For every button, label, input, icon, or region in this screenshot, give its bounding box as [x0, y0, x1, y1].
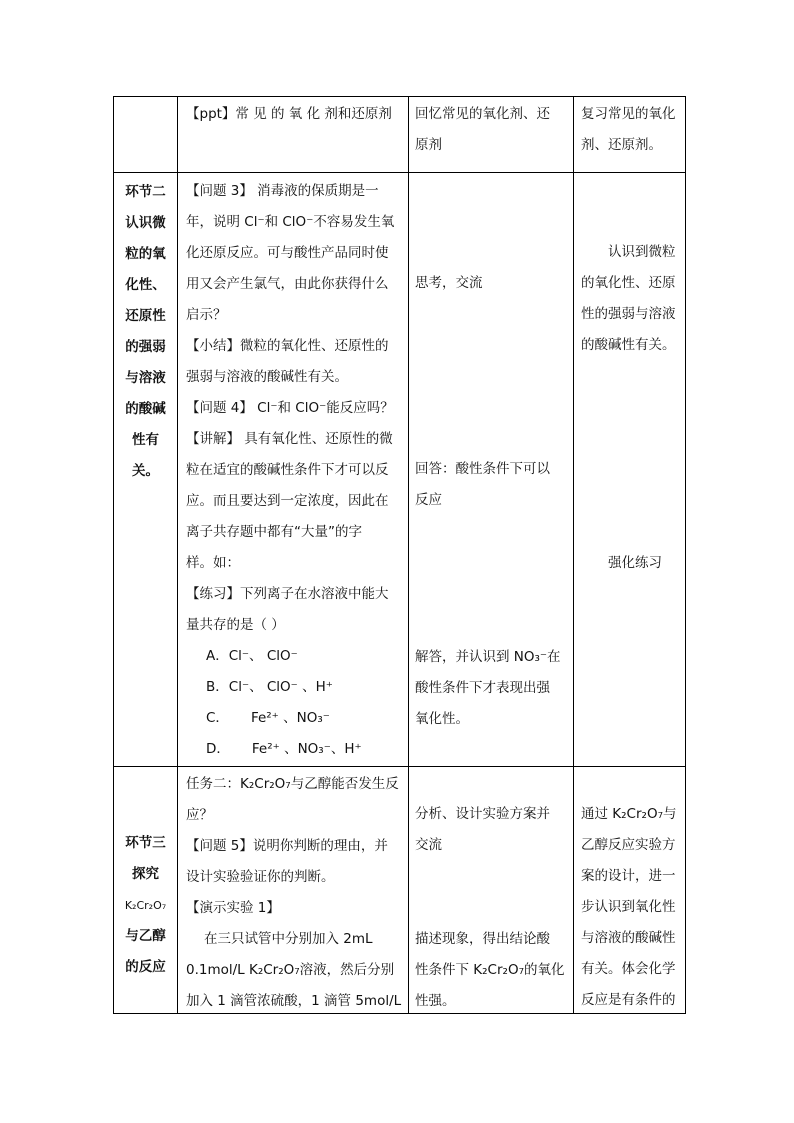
text-line: 化性、 [125, 277, 166, 293]
text-line: 化还原反应。可与酸性产品同时使 [186, 245, 389, 261]
text-line: 与溶液 [125, 370, 166, 386]
row-divider [114, 172, 685, 173]
row3-teacher-activity [186, 769, 401, 1017]
option-label: D． [206, 741, 230, 757]
row1-teacher-activity [186, 99, 392, 130]
text-line: 强化练习 [608, 555, 662, 571]
text-line: 回答：酸性条件下可以 [415, 461, 550, 477]
text-line: 通过 K₂Cr₂O₇与 [581, 806, 677, 822]
text-line: 还原性 [125, 308, 166, 324]
lesson-plan-table [113, 96, 686, 1014]
text-line: 回忆常见的氧化剂、还 [415, 106, 550, 122]
text-line: 【问题 3】 消毒液的保质期是一 [186, 183, 379, 199]
text-line: 认识微 [125, 215, 166, 231]
text-line: 【小结】微粒的氧化性、还原性的 [186, 338, 389, 354]
text-line: 离子共存题中都有“大量”的字 [186, 524, 362, 540]
text-line: 复习常见的氧化 [581, 106, 676, 122]
text-line: 酸性条件下才表现出强 [415, 680, 550, 696]
text-line: 【问题 5】说明你判断的理由，并 [186, 838, 388, 854]
text-line: 的强弱 [125, 339, 166, 355]
text-line: 0.1mol/L K₂Cr₂O₇溶液，然后分别 [186, 962, 395, 978]
column-divider [177, 97, 178, 1013]
text-line: 与溶液的酸碱性 [581, 930, 676, 946]
text-line: 【演示实验 1】 [186, 900, 280, 916]
text-line: 性有 [132, 432, 159, 448]
option-a: A．Cl⁻、 ClO⁻ [206, 648, 298, 664]
option-d [186, 734, 394, 765]
row2-student-solve [415, 642, 561, 735]
row2-student-think [415, 268, 483, 299]
text-line: 粒在适宜的酸碱性条件下才可以反 [186, 462, 389, 478]
text-line: 粒的氧 [125, 246, 166, 262]
text-line: 【问题 4】 Cl⁻和 ClO⁻能反应吗？ [186, 400, 394, 416]
text-line: 解答，并认识到 NO₃⁻在 [415, 649, 561, 665]
option-c [186, 703, 394, 734]
row3-section-label [114, 828, 177, 983]
text-line: 【ppt】常 见 的 氧 化 剂和还原剂 [186, 106, 392, 122]
text-line: 原剂 [415, 137, 442, 153]
row-divider [114, 766, 685, 767]
text-line: 启示？ [186, 307, 227, 323]
text-line: 在三只试管中分别加入 2mL [204, 931, 373, 947]
text-line: 【讲解】 具有氧化性、还原性的微 [186, 431, 393, 447]
row3-design-intent [581, 799, 676, 1016]
row2-section-label [114, 177, 177, 487]
text-line: 样。如： [186, 555, 240, 571]
text-line: 环节二 [125, 184, 166, 200]
column-divider [408, 97, 409, 1013]
text-line: 案的设计，进一 [581, 868, 676, 884]
text-line: 加入 1 滴管浓硫酸，1 滴管 5mol/L [186, 993, 402, 1009]
text-line: 应。而且要达到一定浓度，因此在 [186, 493, 389, 509]
row3-student-design [415, 799, 550, 861]
text-line: 量共存的是（ ） [186, 617, 285, 633]
text-line: 的反应 [125, 959, 166, 975]
option-ions: Fe²⁺ 、NO₃⁻ [250, 710, 330, 726]
option-b: B．Cl⁻、 ClO⁻ 、H⁺ [206, 679, 333, 695]
text-line: 关。 [132, 463, 159, 479]
text-line: 设计实验验证你的判断。 [186, 869, 335, 885]
text-line: 任务二：K₂Cr₂O₇与乙醇能否发生反 [186, 776, 399, 792]
row2-student-answer [415, 454, 550, 516]
text-line: 描述现象，得出结论酸 [415, 931, 550, 947]
text-line: 与乙醇 [125, 928, 166, 944]
text-line: 反应是有条件的 [581, 992, 676, 1008]
text-line: 性条件下 K₂Cr₂O₇的氧化 [415, 962, 565, 978]
text-line: 氧化性。 [415, 711, 469, 727]
text-line: 认识到微粒 [608, 244, 676, 260]
text-line: 探究 [132, 866, 159, 882]
text-line: 的酸碱 [125, 401, 166, 417]
text-line: 有关。体会化学 [581, 961, 676, 977]
text-line: 思考，交流 [415, 275, 483, 291]
text-line: 性强。 [415, 993, 456, 1009]
text-line: 剂、还原剂。 [581, 137, 662, 153]
column-divider [573, 97, 574, 1013]
text-line: 步认识到氧化性 [581, 899, 676, 915]
row2-intent-practice [608, 548, 662, 579]
row1-student-activity [415, 99, 550, 161]
text-line: 环节三 [125, 835, 166, 851]
row1-design-intent [581, 99, 676, 161]
text-line: 乙醇反应实验方 [581, 837, 676, 853]
text-line: 反应 [415, 492, 442, 508]
text-line: 的氧化性、还原 [581, 275, 676, 291]
text-line: 强弱与溶液的酸碱性有关。 [186, 369, 348, 385]
row2-design-intent [581, 237, 676, 361]
text-line: 应？ [186, 807, 213, 823]
text-line: 的酸碱性有关。 [581, 337, 676, 353]
option-label: C． [206, 710, 229, 726]
option-ions: Fe²⁺ 、NO₃⁻、H⁺ [251, 741, 362, 757]
text-line: 性的强弱与溶液 [581, 306, 676, 322]
text-line: K₂Cr₂O₇ [124, 899, 167, 912]
text-line: 年，说明 Cl⁻和 ClO⁻不容易发生氧 [186, 214, 395, 230]
row2-teacher-activity [186, 176, 394, 765]
text-line: 【练习】下列离子在水溶液中能大 [186, 586, 389, 602]
row3-student-observe [415, 924, 564, 1017]
text-line: 用又会产生氯气，由此你获得什么 [186, 276, 389, 292]
text-line: 分析、设计实验方案并 [415, 806, 550, 822]
text-line: 交流 [415, 837, 442, 853]
